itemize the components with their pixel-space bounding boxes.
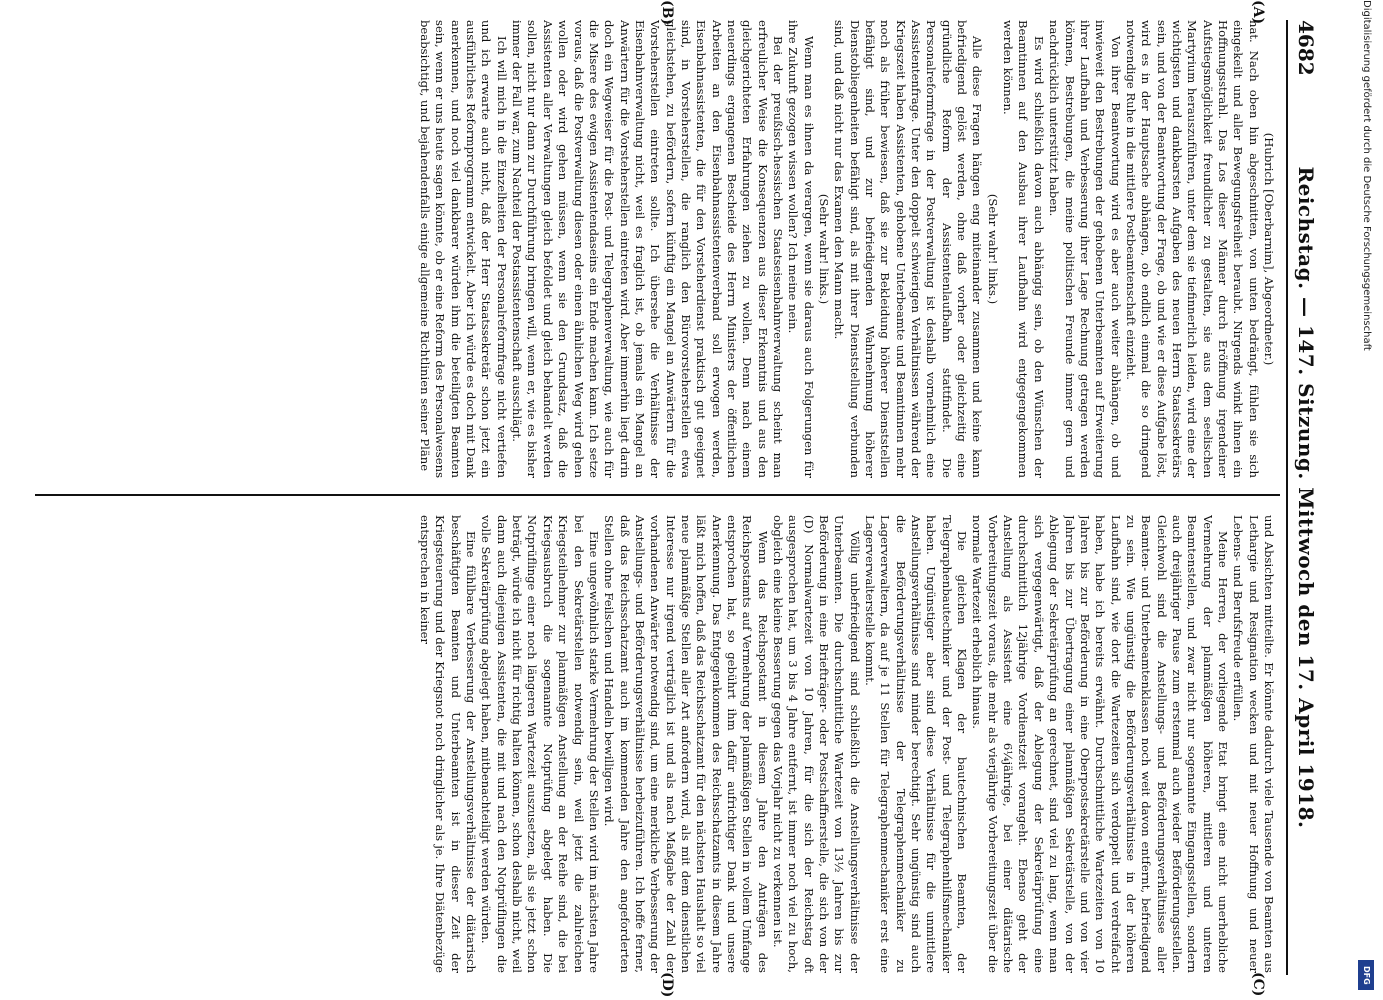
paragraph: Alle diese Fragen hängen eng miteinander zusammen und keine kann befriedigend gelöst werden, ohne daß vorher oder gleichzeitig eine gründliche Reform der Assistentenlaufbahn stattfindet. Die Personalreformfrage in der Postverwaltung ist deshalb vornehmlich eine Assistentenfrage. Unter den doppelt schwierigen Verhältnissen während der Kriegszeit haben Assistenten, gehobene Unterbeamte und Beamtinnen mehr noch als früher bewiesen, daß sie zur Bekleidung höherer Dienststellen befähigt sind, und zur befriedigenden Wahrnehmung höherer Dienstobliegenheiten befähigt sind, als mit ihrer Dienststellung verbunden sind, und daß nicht nur das Examen den Mann macht.	[832, 20, 985, 478]
interjection: (Sehr wahr! links.)	[817, 193, 832, 305]
paragraph: Meine Herren, der vorliegende Etat bringt eine nicht unerhebliche Vermehrung der planmäßigen höheren, mittleren und unteren Beamtenstellen, und zwar nicht nur sogenannte Eingangsstellen, sondern auch dreijähriger Pause zum erstenmal auch wieder Beförderungsstellen. Gleichwohl sind die Anstellungs- und Beförderungsverhältnisse aller Beamten- und Unterbeamtenklassen noch weit davon entfernt, befriedigend zu sein. Wie ungünstig die Beförderungsverhältnisse in der höheren Laufbahn sind, wie dort die Wartezeiten sich verdoppelt und verdreifacht haben, habe ich bereits erwähnt. Durchschnittliche Wartezeiten von 10 Jahren bis zur Beförderung in eine Oberpostsekretärstelle und von vier Jahren bis zur Übertragung einer planmäßigen Sekretärstelle, von der Ablegung der Sekretärprüfung an gerechnet, sind viel zu lang, wenn man sich vergegenwärtigt, daß der Ablegung der Sekretärprüfung eine durchschnittlich 12jährige Vordienstzeit vorangeht. Ebenso geht der Anstellung als Assistent eine 6¼jährige, bei einer diätarische Vorbereitungszeit voraus, die mehr als vierjährige Vorbereitungszeit über die normale Wartezeit erheblich hinaus.	[970, 515, 1230, 973]
digitization-credit: Digitalisierung gefördert durch die Deutsche Forschungsgemeinschaft	[1361, 0, 1372, 351]
paragraph: Eine ungewöhnlich starke Vermehrung der Stellen wird im nächsten Jahre bei den Sekretärstellen notwendig sein, weil jetzt die zahlreichen Kriegsteilnehmer zur planmäßigen Anstellung an der Reihe sind, die bei Kriegsausbruch die sogenannte Notprüfung abgelegt haben. Die Notprüflinge einer noch längeren Wartezeit auszusetzen, als sie jetzt schon beträgt, würde ich nicht für richtig halten können, schon deshalb nicht, weil dann auch diejenigen Assistenten, die mit und nach den Notprüflingen die volle Sekretärprüfung abgelegt haben, mitbenachteiligt werden würden.	[479, 515, 601, 973]
paragraph: Völlig unbefriedigend sind schließlich die Anstellungsverhältnisse der Unterbeamten. Die durchschnittliche Wartezeit von 13½ Jahren bis zur Beförderung in eine Briefträger- oder Postschaffnerstelle, die sich von der (D) Normalwartezeit von 10 Jahren, für die sich der Reichstag oft ausgesprochen hat, um 3 bis 4 Jahre entfernt, ist immer noch viel zu hoch, obgleich eine kleine Besserung gegen das Vorjahr nicht zu verkennen ist.	[771, 515, 862, 973]
running-head: Reichstag. — 147. Sitzung. Mittwoch den 17. April 1918.	[1294, 166, 1318, 829]
paragraph: Die gleichen Klagen der bautechnischen Beamten, der Telegraphenbautechniker und der Post- und Telegraphenhilfsmechaniker haben. Ungünstiger aber sind diese Verhältnisse für die unmittlere Anstellungsverhältnisse sind minder berechtigt. Sehr ungünstig sind auch die Beförderungsverhältnisse der Telegraphenmechaniker zu Lagerverwaltern, da auf je 11 Stellen für Telegraphenmechaniker erst eine Lagerverwalterstelle kommt.	[863, 515, 970, 973]
speaker-label: (Hubrich [Oberbarnim], Abgeordneter.)	[1262, 132, 1276, 366]
left-column	[41, 20, 1276, 478]
paragraph: und Absichten mitteilte. Er könnte dadurch viele Tausende von Beamten aus Lethargie und Resignation wecken und mit neuer Hoffnung und neuer Lebens- und Berufsfreude erfüllen.	[1231, 515, 1276, 973]
margin-mark-a: (A)	[1250, 0, 1266, 25]
margin-mark-c: (C)	[1250, 972, 1266, 997]
right-column	[41, 515, 1276, 973]
paragraph: Es wird schließlich davon auch abhängig sein, ob den Wünschen der Beamtinnen auf den Ausbau ihrer Laufbahn wird entgegengekommen werden können.	[1001, 20, 1046, 478]
dfg-logo: DFG	[1358, 960, 1374, 990]
paragraph: Eine fühlbare Verbesserung der Anstellungsverhältnisse der diätarisch beschäftigten Beamten und Unterbeamten ist in dieser Zeit der Kriegsteuerung und der Kriegsnot noch dringlicher als je. Ihre Diätenbezüge entsprechen in keiner	[418, 515, 479, 973]
page-header	[1286, 20, 1322, 975]
interjection: (Sehr wahr! links.)	[985, 193, 1000, 305]
column-divider	[35, 494, 1280, 496]
digitization-gutter	[1348, 0, 1383, 1000]
paragraph: Wenn man es ihnen da verargen, wenn sie daraus auch Folgerungen für ihre Zukunft gezogen wissen wollen? Ich meine nein.	[786, 20, 816, 478]
page-number: 4682	[1294, 20, 1318, 76]
paragraph: Bei der preußisch-hessischen Staatseisenbahnverwaltung scheint man erfreulicher Weise die Konsequenzen aus dieser Erkenntnis und aus den gleichgerichteten Erfahrungen ziehen zu wollen. Denn nach einem neuerdings ergangenen Bescheide des Herrn Ministers der öffentlichen Arbeiten an den Eisenbahnassistentenverband soll erwogen werden, Eisenbahnassistenten, die für den Vorsteherdienst praktisch gut geeignet sind, in Vorsteherstellen, die ranglich den Bürovorsteherstellen etwa gleichstehen, zu befördern, sofern künftig ein Mangel an Anwärtern für die Vorsteherstellen eintreten sollte. Ich übersehe die Verhältnisse der Eisenbahnverwaltung nicht, weil es fraglich ist, ob jemals ein Mangel an Anwärtern für die Vorsteherstellen eintreten wird. Aber immerhin liegt darin doch ein Wegweiser für die Post- und Telegraphenverwaltung, wie auch für die Misere des ewigen Assistentendaseins ein Ende machen kann. Ich setze voraus, daß die Postverwaltung diesen oder einen ähnlichen Weg wird gehen wollen oder wird gehen müssen, wenn sie den Grundsatz, daß die Assistenten aller Verwaltungen gleich befoldet und gleich behandelt werden sollen, nicht nur dann zur Durchführung bringen will, wenn er, wie es bisher immer der Fall war, zum Nachteil der Postassistentenschaft ausschlägt.	[510, 20, 785, 478]
scanned-page	[20, 0, 1330, 1000]
paragraph: Ich will mich in die Einzelheiten der Personalreformfrage nicht vertiefen und ich erwarte auch nicht, daß der Herr Staatssekretär schon jetzt ein ausführliches Reformprogramm entwickelt. Aber ich würde es doch mit Dank anerkennen, und noch viel dankbarer würden ihm die beteiligten Beamten sein, wenn er uns heute sagen könnte, ob er eine Reform des Personalwesens beabsichtigt, und bejahendenfalls einige allgemeine Richtlinien seiner Pläne	[418, 20, 509, 478]
paragraph: Von ihrer Beantwortung wird es aber auch weiter abhängen, ob und inwieweit den Bestrebungen der gehobenen Unterbeamten auf Erweiterung ihrer Laufbahn und Verbesserung ihrer Lage Rechnung getragen werden können, Bestrebungen, die meine politischen Freunde immer gern und nachdrücklich unterstützt haben.	[1047, 20, 1123, 478]
paragraph: Wenn das Reichspostamt in diesem Jahre den Anträgen des Reichspostamts auf Vermehrung der planmäßigen Stellen in vollem Umfange entsprochen hat, so gebührt ihm dafür aufrichtiger Dank und unsere Anerkennung. Das Entgegenkommen des Reichsschatzamts in diesem Jahre läßt mich hoffen, daß das Reichsschatzamt für den nächsten Haushalt so viel neue planmäßige Stellen aller Art anfordern wird, als mit dem dienstlichen Interesse nur irgend verträglich ist und als nach Maßgabe der Zahl der vorhandenen Anwärter notwendig sind, um eine merkliche Verbesserung der Anstellungs- und Beförderungsverhältnisse herbeizuführen. Ich hoffe ferner, daß das Reichsschatzamt auch im kommenden Jahre den angeforderten Stellen ohne Feilschen und Handeln bewilligen wird.	[602, 515, 770, 973]
margin-mark-b: (B)	[659, 0, 675, 26]
margin-mark-d: (D)	[659, 972, 675, 998]
paragraph: hat. Nach oben hin abgeschnitten, von unten bedrängt, fühlen sie sich eingekeilt und aller Bewegungsfreiheit beraubt. Nirgends winkt ihnen ein Hoffnungsstrahl. Das Los dieser Männer durch Eröffnung irgendeiner Aufstiegsmöglichkeit freundlicher zu gestalten, sie aus dem seelischen Martyrium herauszuführen, unter dem sie tiefinnerlich leiden, wird eine der wichtigsten und dankbarsten Aufgaben des neuen Herrn Staatssekretärs sein, und von der Beantwortung der Frage, ob und wie er diese Aufgabe löst, wird es in der Hauptsache abhängen, ob endlich einmal die so dringend notwendige Ruhe in die mittlere Postbeamtenschaft einzieht.	[1123, 20, 1261, 478]
